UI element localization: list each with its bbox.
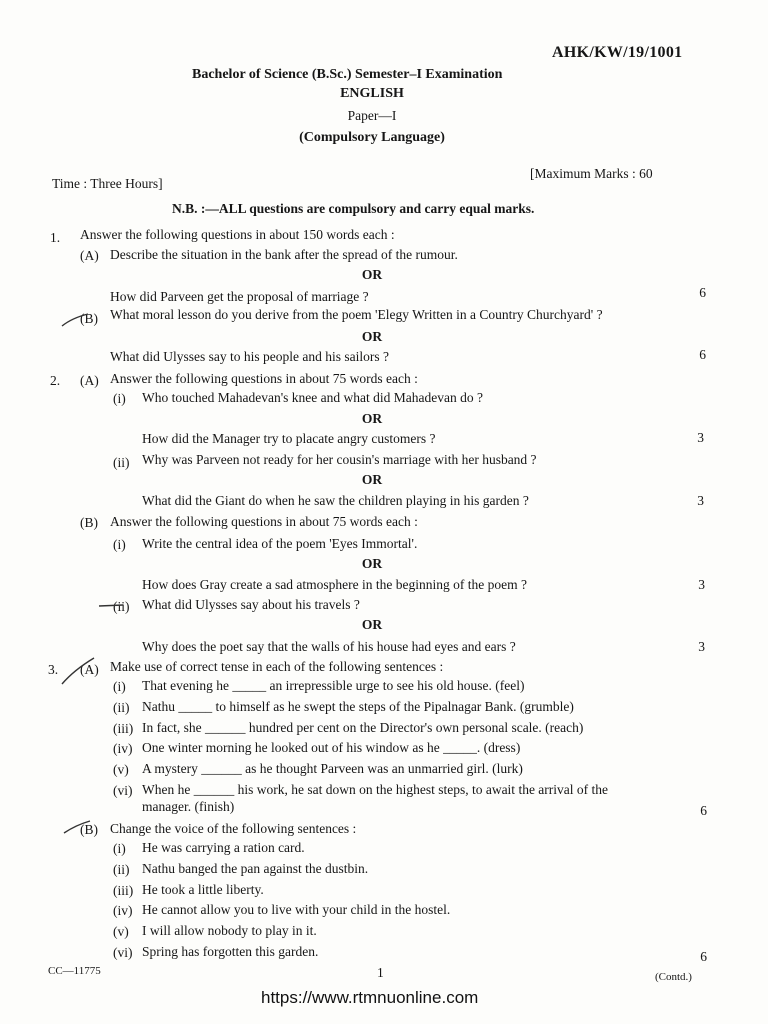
sentence-text: He was carrying a ration card. bbox=[142, 840, 305, 855]
pen-tick-mark bbox=[60, 656, 96, 686]
q2b-i-label: (i) bbox=[113, 537, 126, 552]
or-divider: OR bbox=[361, 411, 383, 426]
sentence-text: When he ______ his work, he sat down on the highest steps, to await the arrival of the bbox=[142, 782, 609, 797]
page-number: 1 bbox=[377, 965, 384, 980]
sentence-number: (vi) bbox=[113, 945, 133, 960]
sentence-number: (i) bbox=[113, 841, 126, 856]
paper-number: Paper—I bbox=[347, 108, 397, 123]
sentence-text: Spring has forgotten this garden. bbox=[142, 944, 319, 959]
sentence-text: Nathu banged the pan against the dustbin. bbox=[142, 860, 369, 876]
q2b-text: Answer the following questions in about 75 words each : bbox=[110, 514, 418, 529]
sentence-number: (vi) bbox=[113, 783, 133, 798]
q2a-i-alt: How did the Manager try to placate angry customers ? bbox=[142, 431, 436, 446]
sentence-number: (iii) bbox=[113, 720, 134, 736]
q2-number: 2. bbox=[50, 373, 61, 388]
website-url[interactable]: https://www.rtmnuonline.com bbox=[261, 988, 479, 1007]
exam-code: CC—11775 bbox=[48, 965, 101, 977]
q2b-ii-marks: 3 bbox=[698, 639, 705, 654]
q3-number: 3. bbox=[48, 662, 59, 677]
maximum-marks: [Maximum Marks : 60 bbox=[530, 166, 653, 181]
q1a-alt: How did Parveen get the proposal of marriage ? bbox=[110, 289, 369, 304]
or-divider: OR bbox=[361, 617, 383, 632]
q1a-text: Describe the situation in the bank after the spread of the rumour. bbox=[110, 247, 458, 262]
sentence-text: A mystery ______ as he thought Parveen was an unmarried girl. (lurk) bbox=[142, 761, 523, 777]
pen-tick-mark bbox=[60, 312, 90, 332]
continued-label: (Contd.) bbox=[655, 971, 692, 983]
subject-title: ENGLISH bbox=[340, 86, 404, 101]
q2b-ii-text: What did Ulysses say about his travels ? bbox=[142, 597, 360, 612]
q1-text: Answer the following questions in about 150 words each : bbox=[80, 227, 395, 242]
q1a-label: (A) bbox=[80, 248, 99, 263]
q1b-label: (B) bbox=[80, 311, 98, 326]
sentence-text: He cannot allow you to live with your child in the hostel. bbox=[142, 902, 451, 918]
q3a-continuation: manager. (finish) bbox=[142, 799, 235, 814]
exam-title: Bachelor of Science (B.Sc.) Semester–I Examination bbox=[192, 67, 503, 82]
paper-language: (Compulsory Language) bbox=[299, 130, 445, 145]
paper-code: AHK/KW/19/1001 bbox=[552, 44, 683, 61]
q3b-text: Change the voice of the following sentences : bbox=[110, 821, 357, 836]
sentence-number: (i) bbox=[113, 679, 126, 694]
q2a-ii-label: (ii) bbox=[113, 455, 130, 470]
or-divider: OR bbox=[361, 556, 383, 571]
sentence-number: (v) bbox=[113, 762, 129, 778]
q2b-i-alt: How does Gray create a sad atmosphere in the beginning of the poem ? bbox=[142, 577, 527, 592]
q2b-ii-label: (ii) bbox=[113, 599, 130, 614]
q3b-label: (B) bbox=[80, 822, 98, 837]
sentence-text: He took a little liberty. bbox=[142, 881, 264, 897]
q2a-ii-marks: 3 bbox=[697, 493, 704, 508]
q3a-text: Make use of correct tense in each of the following sentences : bbox=[110, 659, 444, 674]
pen-tick-mark bbox=[62, 817, 92, 837]
q2a-i-label: (i) bbox=[113, 391, 126, 406]
sentence-number: (ii) bbox=[113, 861, 130, 877]
sentence-text: In fact, she ______ hundred per cent on the Director's own personal scale. (reach) bbox=[142, 719, 584, 735]
sentence-text: I will allow nobody to play in it. bbox=[142, 923, 317, 939]
q2b-i-marks: 3 bbox=[698, 577, 705, 592]
q2b-label: (B) bbox=[80, 515, 98, 530]
q2b-ii-alt: Why does the poet say that the walls of his house had eyes and ears ? bbox=[142, 639, 516, 654]
sentence-number: (v) bbox=[113, 924, 129, 940]
or-divider: OR bbox=[361, 267, 383, 282]
q1a-marks: 6 bbox=[699, 285, 706, 300]
sentence-number: (iv) bbox=[113, 741, 133, 757]
sentence-number: (iv) bbox=[113, 903, 133, 919]
sentence-text: One winter morning he looked out of his window as he _____. (dress) bbox=[142, 740, 521, 756]
q2a-label: (A) bbox=[80, 373, 99, 388]
q1b-marks: 6 bbox=[699, 347, 706, 362]
q1-number: 1. bbox=[50, 230, 61, 245]
sentence-number: (iii) bbox=[113, 882, 134, 898]
q3b-marks: 6 bbox=[700, 949, 707, 964]
q2a-i-text: Who touched Mahadevan's knee and what did Mahadevan do ? bbox=[142, 390, 483, 405]
q2b-i-text: Write the central idea of the poem 'Eyes Immortal'. bbox=[142, 536, 418, 551]
pen-tick-mark bbox=[97, 598, 127, 612]
sentence-text: Nathu _____ to himself as he swept the steps of the Pipalnagar Bank. (grumble) bbox=[142, 698, 574, 714]
q1b-alt: What did Ulysses say to his people and his sailors ? bbox=[110, 349, 389, 364]
sentence-number: (ii) bbox=[113, 699, 130, 715]
q1b-text: What moral lesson do you derive from the poem 'Elegy Written in a Country Churchyard' ? bbox=[110, 307, 603, 322]
time-allowed: Time : Three Hours] bbox=[52, 176, 163, 191]
or-divider: OR bbox=[361, 329, 383, 344]
q3a-label: (A) bbox=[80, 662, 99, 677]
q2a-i-marks: 3 bbox=[697, 430, 704, 445]
instructions-text: N.B. :—ALL questions are compulsory and carry equal marks. bbox=[172, 201, 535, 216]
q2a-text: Answer the following questions in about 75 words each : bbox=[110, 371, 418, 386]
or-divider: OR bbox=[361, 472, 383, 487]
q2a-ii-text: Why was Parveen not ready for her cousin's marriage with her husband ? bbox=[142, 452, 537, 467]
q2a-ii-alt: What did the Giant do when he saw the children playing in his garden ? bbox=[142, 493, 529, 508]
instructions bbox=[172, 201, 534, 217]
sentence-text: That evening he _____ an irrepressible urge to see his old house. (feel) bbox=[142, 678, 525, 693]
q3a-marks: 6 bbox=[700, 803, 707, 818]
